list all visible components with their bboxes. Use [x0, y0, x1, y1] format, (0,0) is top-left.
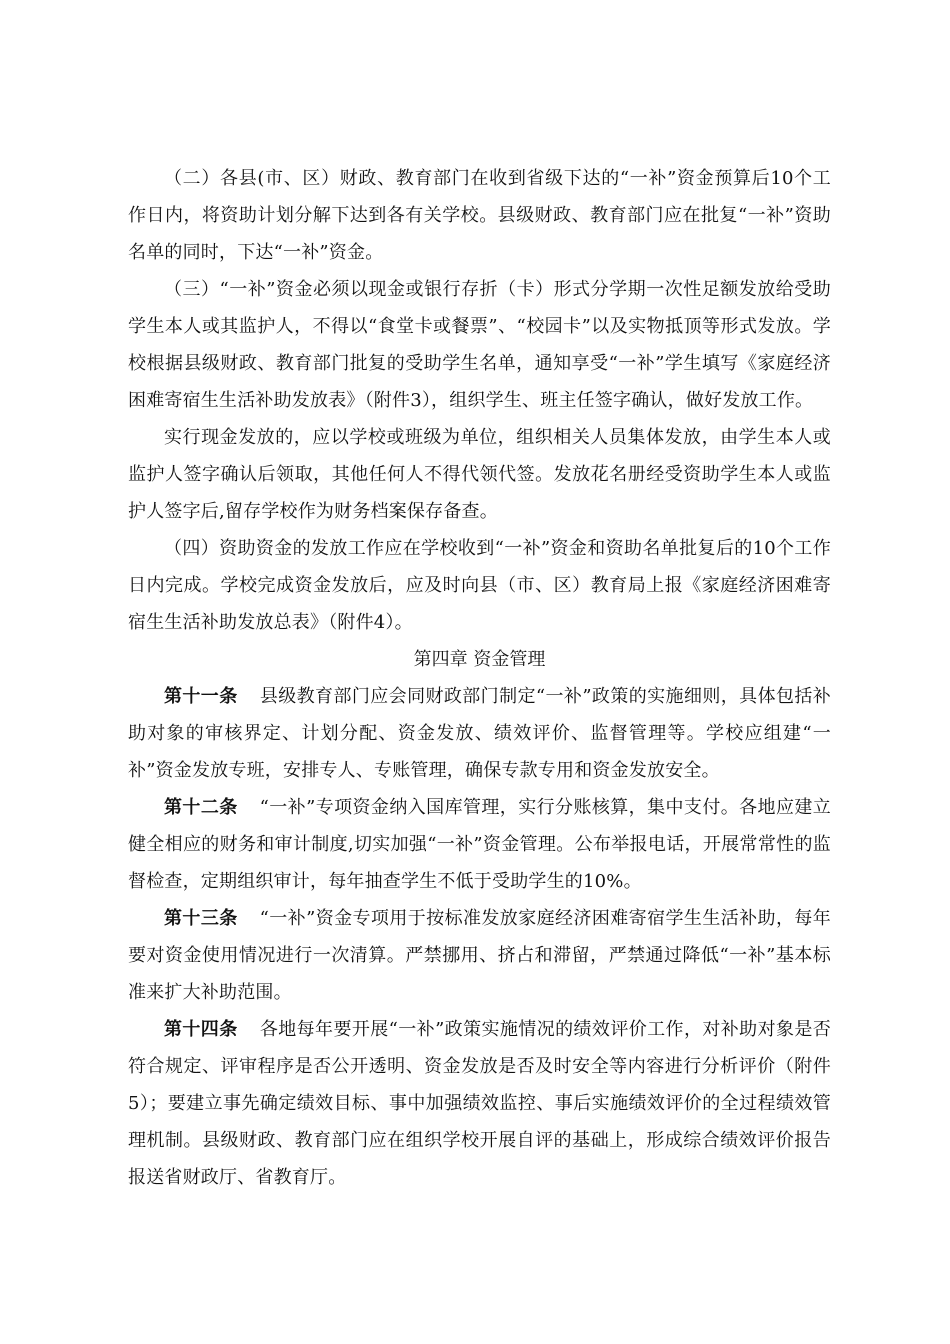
article-label: 第十四条	[164, 1019, 238, 1040]
paragraph-4: （四）资助资金的发放工作应在学校收到“一补”资金和资助名单批复后的10个工作日内完成。学校完成资金发放后，应及时向县（市、区）教育局上报《家庭经济困难寄宿生生活补助发放总表》（附件4）。	[128, 538, 831, 633]
article-13	[128, 900, 831, 1011]
article-14	[128, 1011, 831, 1196]
article-text: “一补”专项资金纳入国库管理，实行分账核算，集中支付。各地应建立健全相应的财务和审计制度,切实加强“一补”资金管理。公布举报电话，开展常常性的监督检查，定期组织审计，每年抽查学生不低于受助学生的10%。	[128, 797, 831, 892]
paragraph-3: （三）“一补”资金必须以现金或银行存折（卡）形式分学期一次性足额发放给受助学生本人或其监护人，不得以“食堂卡或餐票”、“校园卡”以及实物抵顶等形式发放。学校根据县级财政、教育部门批复的受助学生名单，通知享受“一补”学生填写《家庭经济困难寄宿生生活补助发放表》（附件3），组织学生、班主任签字确认，做好发放工作。	[128, 279, 831, 411]
article-text: 各地每年要开展“一补”政策实施情况的绩效评价工作，对补助对象是否符合规定、评审程序是否公开透明、资金发放是否及时安全等内容进行分析评价（附件5）；要建立事先确定绩效目标、事中加强绩效监控、事后实施绩效评价的全过程绩效管理机制。县级财政、教育部门应在组织学校开展自评的基础上，形成综合绩效评价报告报送省财政厅、省教育厅。	[128, 1019, 831, 1188]
paragraph-cash: 实行现金发放的，应以学校或班级为单位，组织相关人员集体发放，由学生本人或监护人签字确认后领取，其他任何人不得代领代签。发放花名册经受资助学生本人或监护人签字后,留存学校作为财务档案保存备查。	[128, 427, 831, 522]
article-text: “一补”资金专项用于按标准发放家庭经济困难寄宿学生生活补助，每年要对资金使用情况进行一次清算。严禁挪用、挤占和滞留，严禁通过降低“一补”基本标准来扩大补助范围。	[128, 908, 831, 1003]
article-12	[128, 789, 831, 900]
paragraph-2: （二）各县(市、区）财政、教育部门在收到省级下达的“一补”资金预算后10个工作日内，将资助计划分解下达到各有关学校。县级财政、教育部门应在批复“一补”资助名单的同时，下达“一补”资金。	[128, 168, 831, 263]
chapter-heading: 第四章 资金管理	[413, 649, 546, 670]
article-label: 第十二条	[164, 797, 238, 818]
document-page	[128, 160, 831, 1196]
article-11	[128, 678, 831, 789]
article-label: 第十三条	[164, 908, 238, 929]
article-label: 第十一条	[164, 686, 238, 707]
article-text: 县级教育部门应会同财政部门制定“一补”政策的实施细则，具体包括补助对象的审核界定、计划分配、资金发放、绩效评价、监督管理等。学校应组建“一补”资金发放专班，安排专人、专账管理，确保专款专用和资金发放安全。	[128, 686, 831, 781]
